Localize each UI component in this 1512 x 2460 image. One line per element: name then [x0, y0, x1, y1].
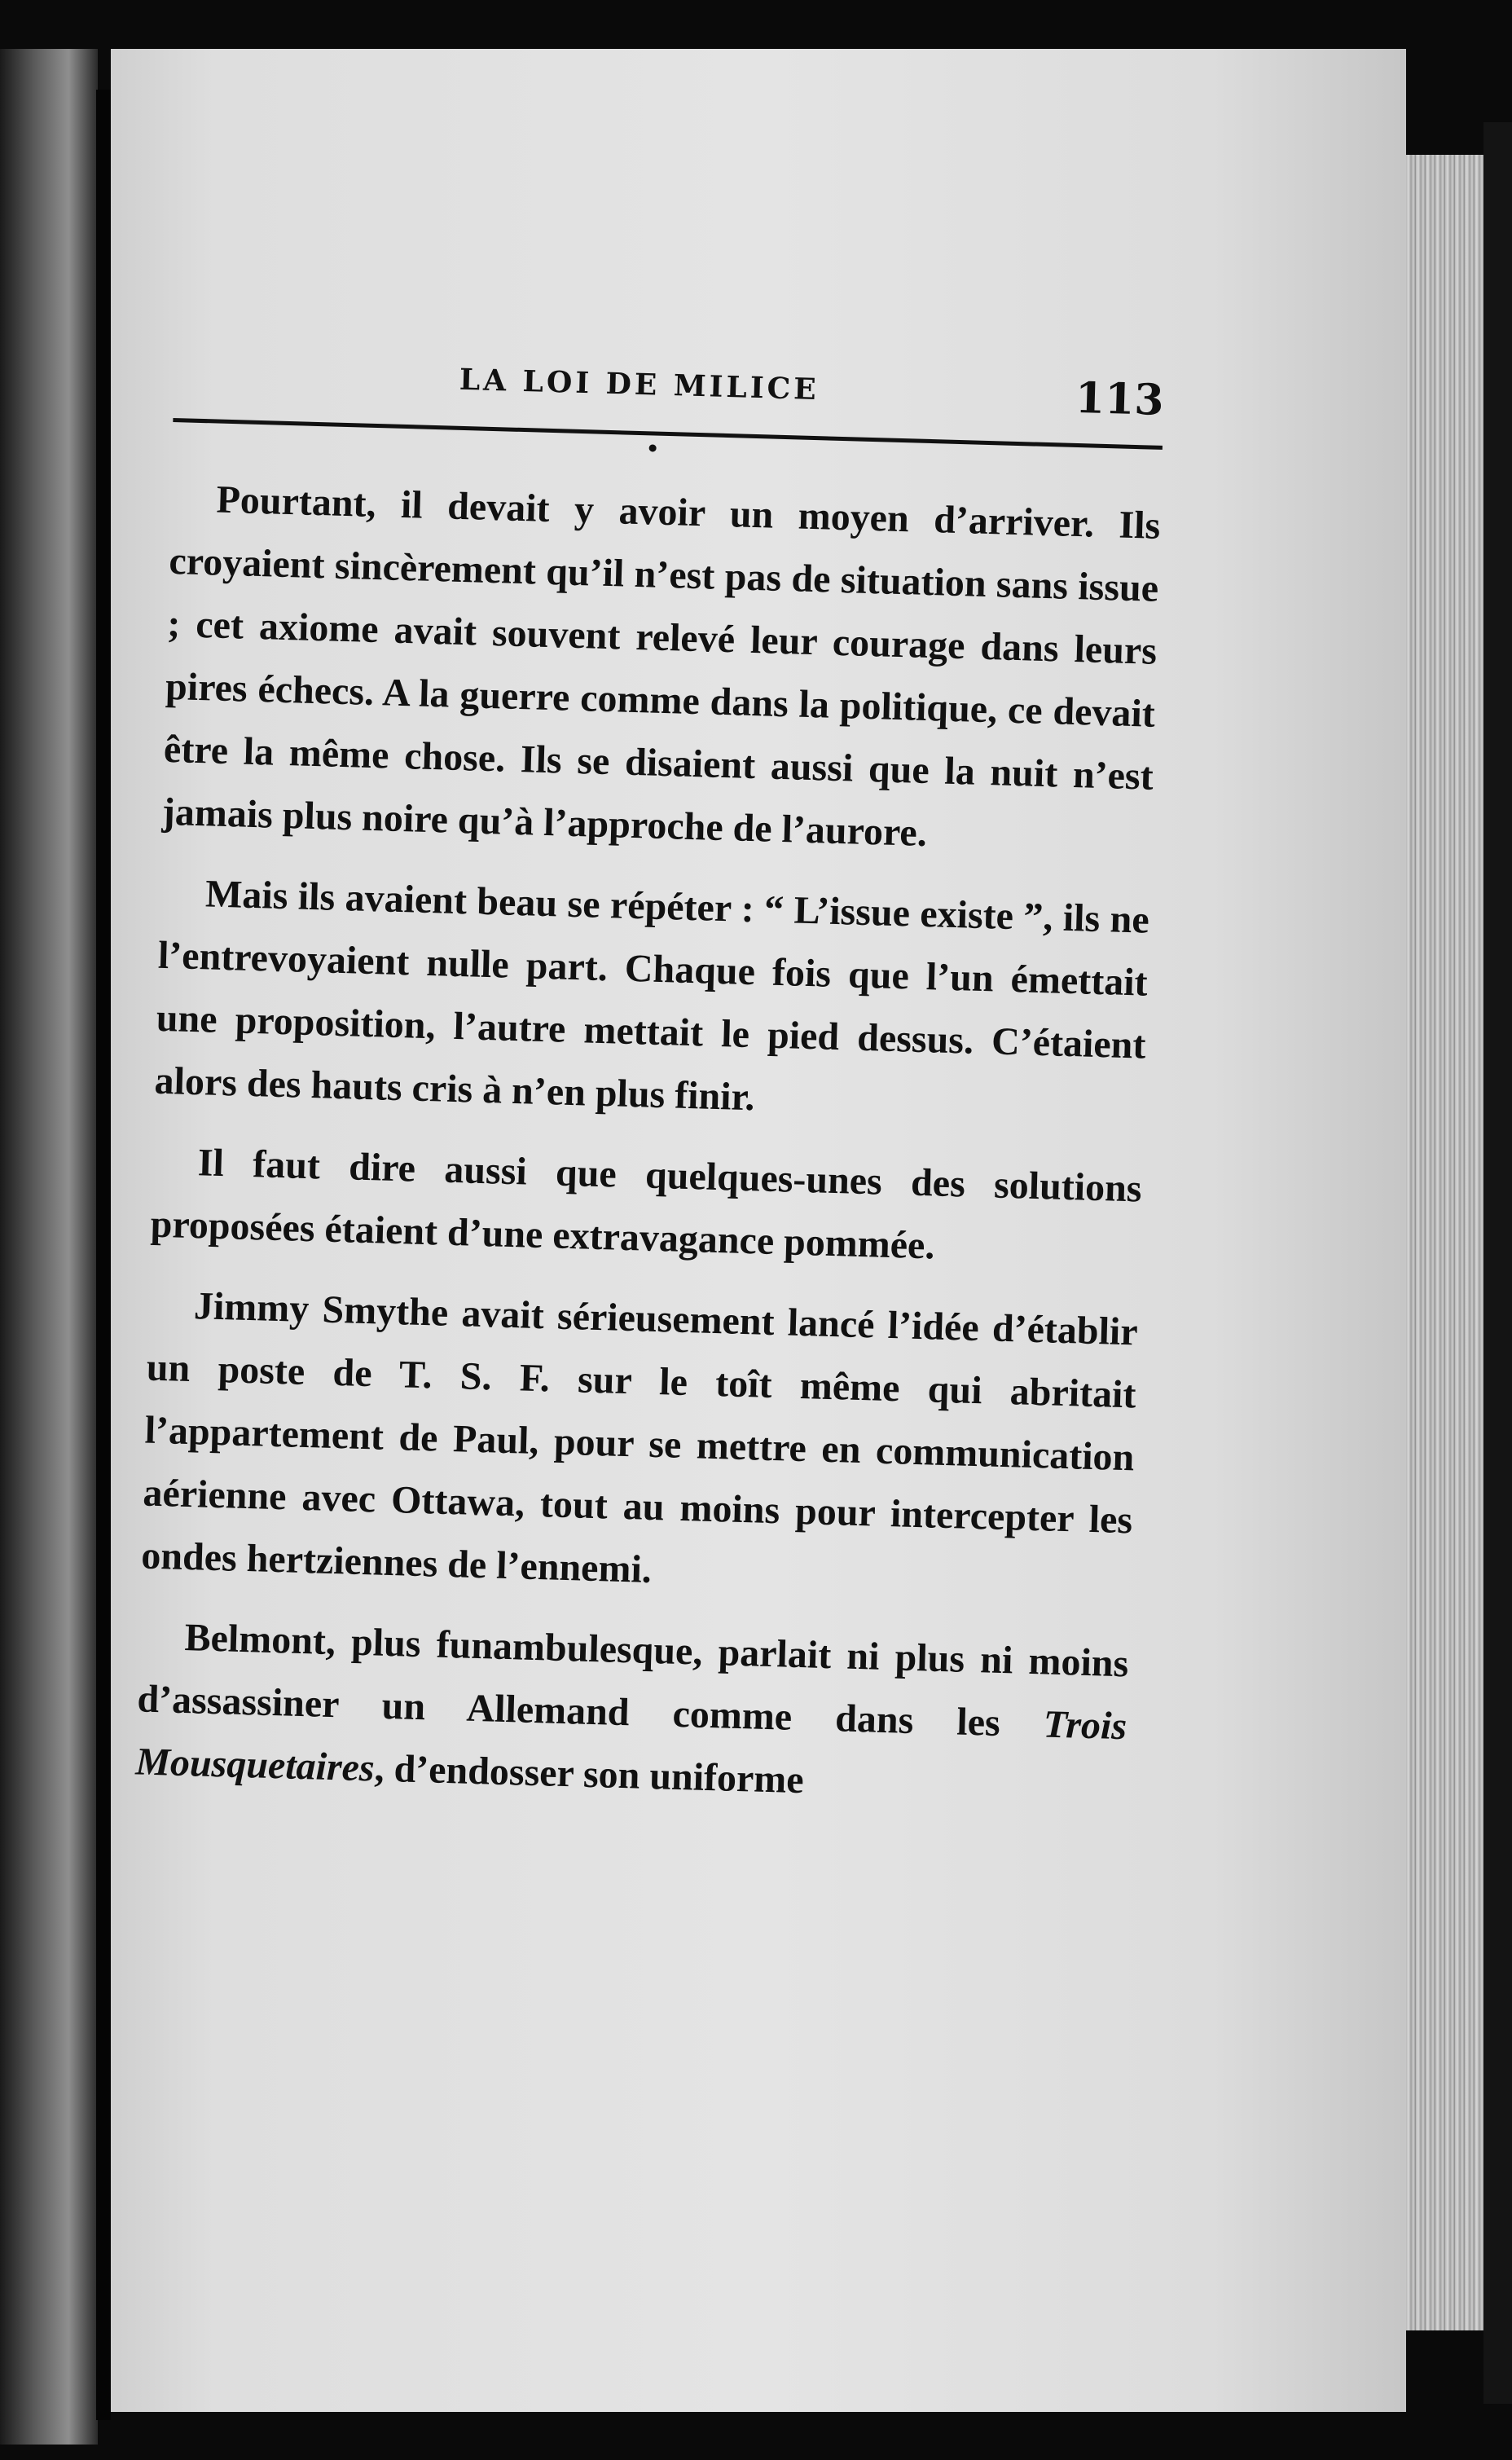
page-number: 113 [1075, 372, 1165, 425]
book-title-reference: Trois Mousquetaires [134, 1702, 1127, 1790]
paragraph-5 [134, 1604, 1129, 1820]
book-gutter [96, 90, 111, 2420]
paragraph-3: Il faut dire aussi que quelques-unes des solutions proposées étaient d’une extravagance pommée. [150, 1141, 1143, 1268]
header-rule-dot [649, 444, 657, 451]
scan-background-right [1483, 122, 1512, 2404]
body-text [134, 467, 1161, 1820]
facing-page-edge [0, 49, 98, 2445]
paragraph-1: Pourtant, il devait y avoir un moyen d’arriver. Ils croyaient sincèrement qu’il n’est pas de situation sans issue ; cet axiome avait souvent relevé leur courage dans leurs pires échecs. A la guerre comme dans la politique, ce devait être la même chose. Ils se disaient aussi que la nuit n’est jamais plus noire qu’à l’approche de l’aurore. [161, 477, 1161, 856]
paragraph-4: Jimmy Smythe avait sérieusement lancé l’idée d’établir un poste de T. S. F. sur le toît même qui abritait l’appartement de Paul, pour se mettre en communication aérienne avec Ottawa, tout au moins pour intercepter les ondes hertziennes de l’ennemi. [140, 1284, 1139, 1591]
page-content [134, 337, 1165, 1838]
header-rule [173, 418, 1163, 450]
running-title: LA LOI DE MILICE [459, 362, 820, 407]
page-stack-edges [1406, 155, 1483, 2330]
paragraph-2: Mais ils avaient beau se répéter : “ L’issue existe ”, ils ne l’entrevoyaient nulle part. Chaque fois que l’un émettait une proposition, l’autre mettait le pied dessus. C’étaient alors des hauts cris à n’en plus finir. [153, 872, 1150, 1120]
paragraph-5-end: , d’endosser son uniforme [373, 1746, 805, 1802]
paragraph-5-start: Belmont, plus funambulesque, parlait ni plus ni moins d’assassiner un Allemand comme dans les [136, 1615, 1129, 1746]
